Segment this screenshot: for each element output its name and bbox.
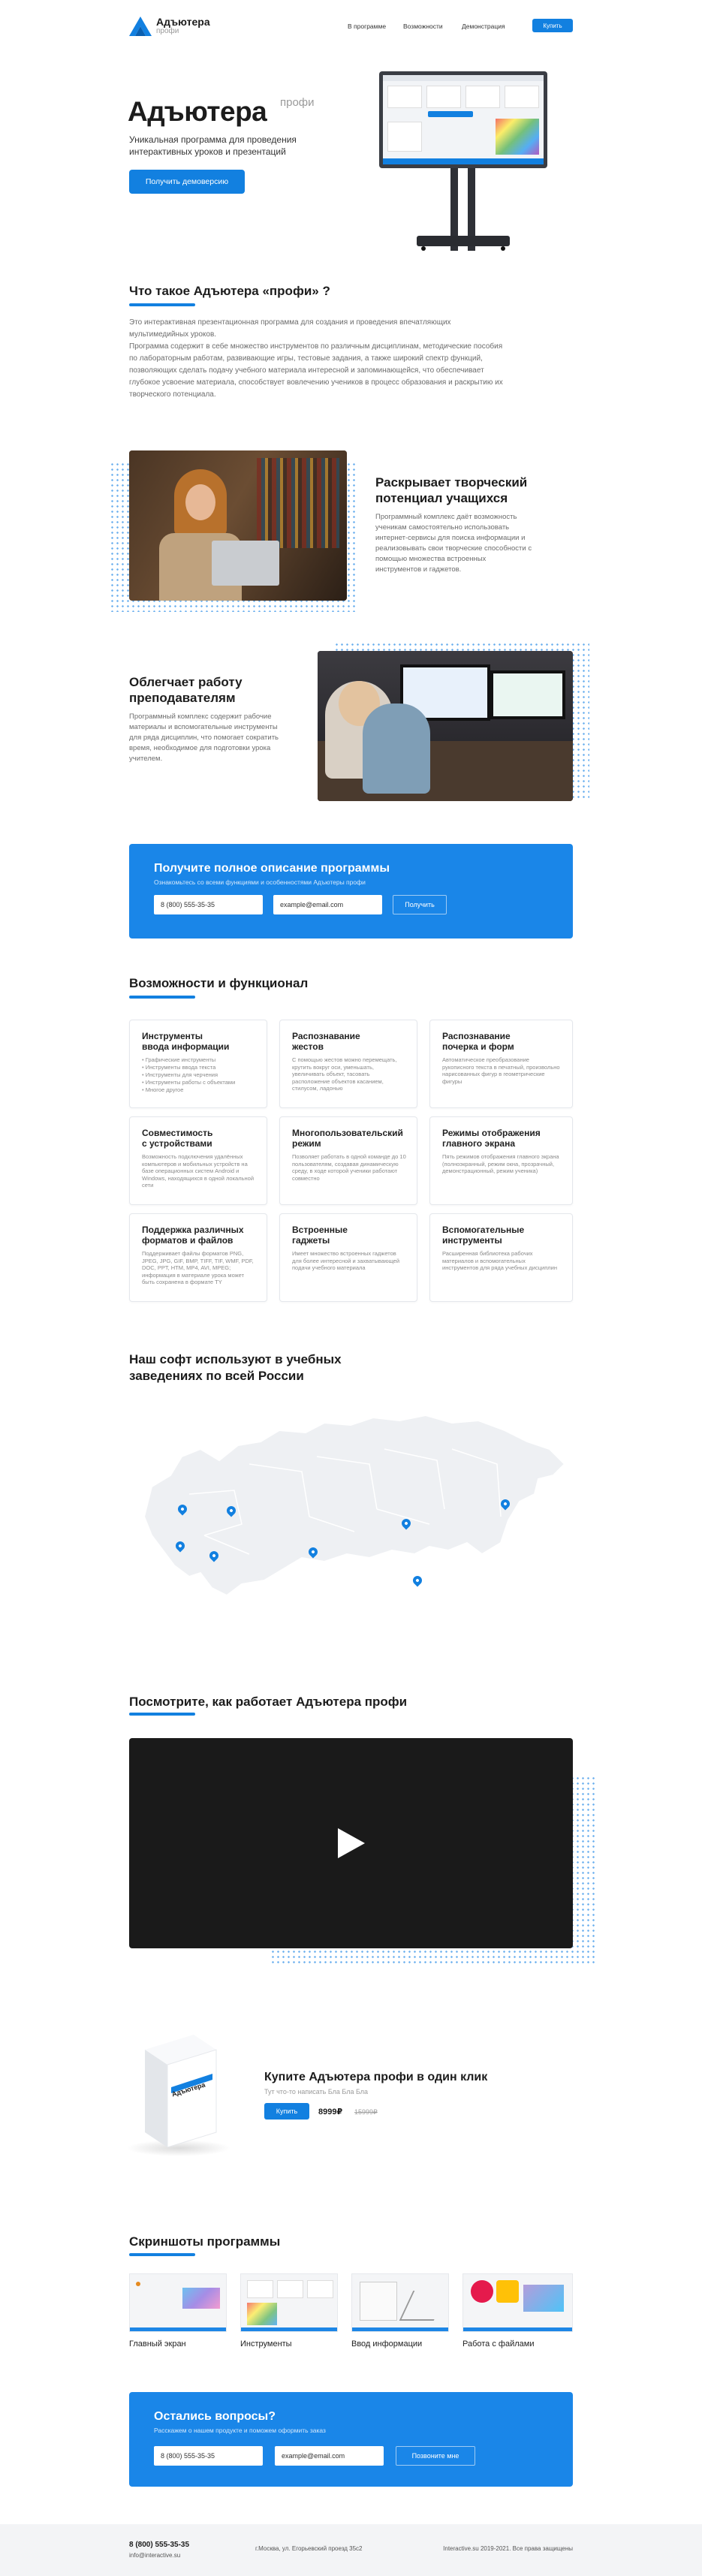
feature2-text: Программный комплекс содержит рабочие материалы и вспомогательные инструменты для ряда дисциплин, что помогает сократить время, необходимое для подготовки урока учителем. bbox=[129, 713, 279, 763]
nav-item-features[interactable]: Возможности bbox=[403, 23, 443, 30]
feature-card-title: Режимы отображения главного экрана bbox=[442, 1128, 541, 1149]
questions-subtitle: Расскажем о нашем продукте и поможем оформить заказ bbox=[154, 2427, 326, 2434]
features-title-underline bbox=[129, 996, 195, 999]
feature-card-gadgets bbox=[279, 1213, 417, 1302]
product-box-label: Адъютера bbox=[170, 2080, 206, 2098]
hero-title-sup: профи bbox=[280, 96, 315, 109]
questions-banner bbox=[129, 2392, 573, 2487]
header bbox=[0, 0, 702, 53]
feature-card-title: Инструменты ввода информации bbox=[142, 1031, 230, 1052]
about-paragraph-2: Программа содержит в себе множество инструментов по различным дисциплинам, методические пособия по лабораторным работам, развивающие игры, тестовые задания, а также широкий спектр функций, позволяющих сделать подачу учебного материала интересной и запоминающейся, что обеспечивает глубокое усвоение материала, способствует вовлечению учеников в процесс образования и раскрытию их творческого потенциала. bbox=[129, 342, 503, 399]
video-title-underline bbox=[129, 1713, 195, 1716]
purchase-price: 8999₽ bbox=[318, 2107, 343, 2117]
feature1-text: Программный комплекс даёт возможность ученикам самостоятельно использовать интернет-сервисы для поиска информации и реализовывать свои творческие способности с помощью множества встроенных инструментов и гаджетов. bbox=[375, 513, 532, 574]
feature-card-desc: Имеет множество встроенных гаджетов для более интересной и захватывающей подачи учебного материала bbox=[292, 1250, 400, 1271]
feature-card-aux-tools bbox=[429, 1213, 573, 1302]
product-box-illustration bbox=[96, 2027, 246, 2162]
screenshots-title-underline bbox=[129, 2253, 195, 2256]
purchase-title: Купите Адъютера профи в один клик bbox=[264, 2071, 488, 2083]
about-title: Что такое Адъютера «профи» ? bbox=[129, 284, 330, 298]
get-demo-button[interactable]: Получить демоверсию bbox=[129, 170, 245, 194]
request-submit-button[interactable]: Получить bbox=[393, 895, 447, 914]
features-title: Возможности и функционал bbox=[129, 976, 309, 990]
feature1-title: Раскрывает творческий потенциал учащихся bbox=[375, 475, 528, 505]
schools-title: Наш софт используют в учебных заведениях по всей России bbox=[129, 1352, 342, 1383]
feature-card-title: Совместимость с устройствами bbox=[142, 1128, 213, 1149]
about-paragraph-1: Это интерактивная презентационная программа для создания и проведения впечатляющих мультимедийных уроков. bbox=[129, 318, 451, 339]
hero-subtitle: Уникальная программа для проведения интерактивных уроков и презентаций bbox=[129, 134, 297, 157]
feature-card-title: Многопользовательский режим bbox=[292, 1128, 403, 1149]
screenshot-thumb[interactable] bbox=[240, 2273, 338, 2332]
play-icon[interactable] bbox=[336, 1827, 366, 1860]
screenshot-thumb[interactable] bbox=[462, 2273, 573, 2332]
screenshot-thumb[interactable] bbox=[129, 2273, 227, 2332]
request-email-input[interactable]: example@email.com bbox=[273, 895, 382, 914]
screenshot-label: Инструменты bbox=[240, 2339, 292, 2349]
footer-email[interactable]: info@interactive.su bbox=[129, 2552, 181, 2559]
list-item: • Инструменты ввода текста bbox=[142, 1064, 256, 1071]
screenshot-label: Ввод информации bbox=[351, 2339, 423, 2349]
list-item: • Инструменты для черчения bbox=[142, 1071, 256, 1079]
purchase-buy-button[interactable]: Купить bbox=[264, 2103, 309, 2120]
questions-title: Остались вопросы? bbox=[154, 2410, 276, 2423]
request-subtitle: Ознакомьтесь со всеми функциями и особенностями Адъютеры профи bbox=[154, 878, 366, 886]
callback-button[interactable]: Позвоните мне bbox=[396, 2446, 475, 2466]
request-phone-input[interactable]: 8 (800) 555-35-35 bbox=[154, 895, 263, 914]
about-title-underline bbox=[129, 303, 195, 306]
screenshot-label: Главный экран bbox=[129, 2339, 186, 2349]
feature2-title: Облегчает работу преподавателям bbox=[129, 675, 243, 705]
footer-copyright: Interactive.su 2019-2021. Все права защищены bbox=[443, 2545, 573, 2552]
feature-card-title: Распознавание почерка и форм bbox=[442, 1031, 514, 1052]
hero-display-illustration bbox=[379, 71, 547, 259]
footer bbox=[0, 2524, 702, 2576]
video-title: Посмотрите, как работает Адъютера профи bbox=[129, 1695, 408, 1709]
feature1-photo bbox=[129, 450, 347, 601]
request-title: Получите полное описание программы bbox=[154, 862, 390, 875]
list-item: • Инструменты работы с объектами bbox=[142, 1079, 256, 1086]
header-buy-button[interactable]: Купить bbox=[532, 19, 573, 32]
feature-card-handwriting bbox=[429, 1020, 573, 1108]
feature-card-display-modes bbox=[429, 1116, 573, 1205]
hero-title: Адъютера bbox=[128, 96, 267, 127]
video-player[interactable] bbox=[129, 1738, 573, 1948]
feature-card-input-tools bbox=[129, 1020, 267, 1108]
feature2-photo bbox=[318, 651, 573, 801]
logo[interactable] bbox=[129, 15, 219, 38]
footer-phone[interactable]: 8 (800) 555-35-35 bbox=[129, 2541, 190, 2549]
questions-phone-input[interactable]: 8 (800) 555-35-35 bbox=[154, 2446, 263, 2466]
feature-card-title: Поддержка различных форматов и файлов bbox=[142, 1225, 244, 1246]
feature-card-desc: Автоматическое преобразование рукописного текста в печатный, произвольно нарисованных фигур в геометрические фигуры bbox=[442, 1056, 560, 1085]
purchase-subtitle: Тут что-то написать Бла Бла Бла bbox=[264, 2088, 369, 2095]
feature-card-title: Распознавание жестов bbox=[292, 1031, 360, 1052]
feature-card-desc: Возможность подключения удалённых компьютеров и мобильных устройств на базе операционных систем Android и Windows, находящихся в одной локальной сети bbox=[142, 1153, 255, 1189]
feature-card-gestures bbox=[279, 1020, 417, 1108]
feature-card-title: Встроенные гаджеты bbox=[292, 1225, 348, 1246]
logo-sub: профи bbox=[156, 27, 179, 35]
feature-card-desc: Расширенная библиотека рабочих материалов и вспомогательных инструментов для ряда учебных дисциплин bbox=[442, 1250, 557, 1271]
feature-card-desc: Позволяет работать в одной команде до 10 пользователям, создавая динамическую среду, в ходе которой ученики работают совместно bbox=[292, 1153, 406, 1182]
list-item: • Многое другое bbox=[142, 1086, 256, 1094]
feature-card-compatibility bbox=[129, 1116, 267, 1205]
request-banner bbox=[129, 844, 573, 939]
logo-icon bbox=[129, 17, 152, 36]
purchase-old-price: 15999₽ bbox=[354, 2108, 378, 2116]
feature-card-formats bbox=[129, 1213, 267, 1302]
screenshot-thumb[interactable] bbox=[351, 2273, 449, 2332]
screenshot-label: Работа с файлами bbox=[462, 2339, 535, 2349]
display-screen bbox=[383, 75, 544, 164]
feature-card-desc: С помощью жестов можно перемещать, крутить вокруг оси, уменьшать, увеличивать объект, тасовать расположение объектов касанием, стилусом, ладонью bbox=[292, 1056, 397, 1092]
nav-item-demo[interactable]: Демонстрация bbox=[462, 23, 505, 30]
feature-card-multiuser bbox=[279, 1116, 417, 1205]
feature-card-title: Вспомогательные инструменты bbox=[442, 1225, 525, 1246]
footer-address: г.Москва, ул. Егорьевский проезд 35с2 bbox=[255, 2545, 363, 2552]
list-item: • Графические инструменты bbox=[142, 1056, 256, 1064]
feature-card-desc: Пять режимов отображения главного экрана (полноэкранный, режим окна, прозрачный, демонстрационный, режим ученика) bbox=[442, 1153, 559, 1174]
logo-name: Адъютера bbox=[156, 16, 210, 28]
feature-card-desc: Поддерживает файлы форматов PNG, JPEG, JPG, GIF, BMP, TIFF, TIF, WMF, PDF, DOC, PPT, HTM, MP4, AVI, MPEG; информация в материале урока может быть сохранена в формате TY bbox=[142, 1250, 254, 1285]
questions-email-input[interactable]: example@email.com bbox=[275, 2446, 384, 2466]
nav-item-program[interactable]: В программе bbox=[348, 23, 387, 30]
feature-card-list bbox=[142, 1056, 256, 1094]
screenshots-title: Скриншоты программы bbox=[129, 2234, 281, 2249]
